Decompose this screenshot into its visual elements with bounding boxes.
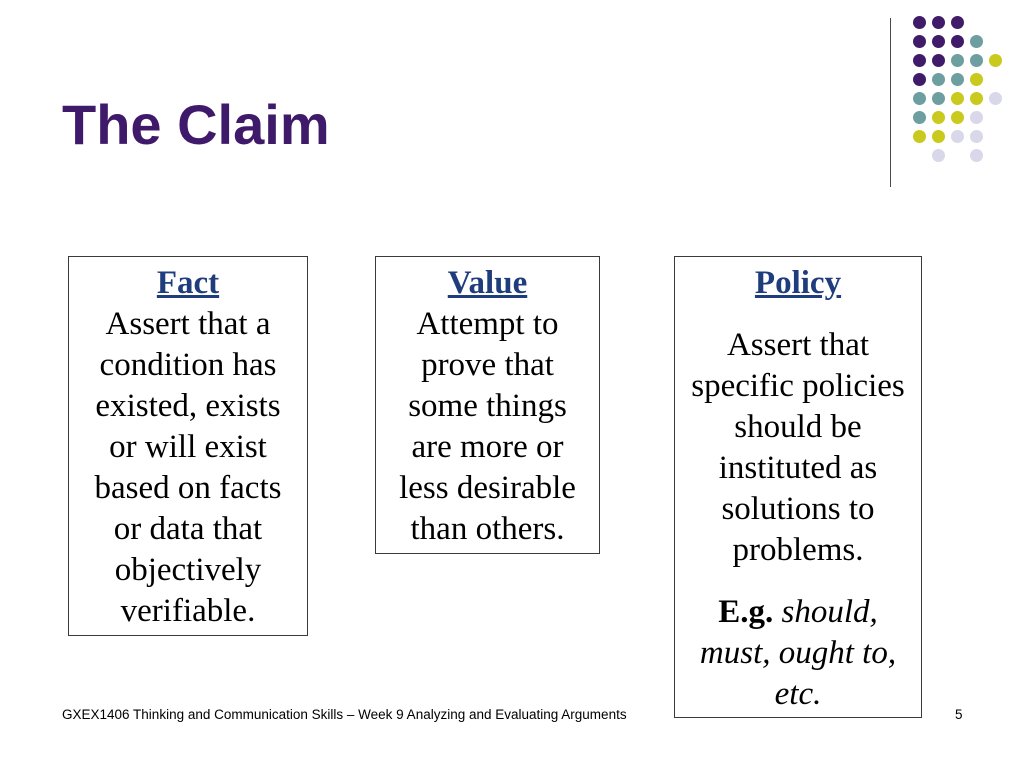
page-number: 5 xyxy=(955,707,963,722)
decor-dot xyxy=(951,130,964,143)
card-text-line: Assert that a xyxy=(105,306,271,342)
decor-dot xyxy=(913,130,926,143)
card-text-line: specific policies xyxy=(691,368,905,404)
decor-dot xyxy=(932,149,945,162)
decor-dot xyxy=(913,73,926,86)
example-line xyxy=(675,592,921,633)
card-text-line: less desirable xyxy=(399,470,576,506)
card-text-line: should be xyxy=(734,409,862,445)
decor-dot xyxy=(970,92,983,105)
decor-dot xyxy=(989,92,1002,105)
card-text-line: Attempt to xyxy=(416,306,559,342)
decor-dot xyxy=(951,35,964,48)
divider-line xyxy=(890,18,891,187)
example-line xyxy=(675,674,921,715)
decor-dot xyxy=(913,35,926,48)
decor-dot xyxy=(951,111,964,124)
example-line xyxy=(675,633,921,674)
decor-dot xyxy=(932,111,945,124)
decor-dot xyxy=(989,54,1002,67)
decor-dot xyxy=(970,54,983,67)
card-text-line: condition has xyxy=(99,347,277,383)
card-heading: Policy xyxy=(754,265,842,301)
card-text-line: verifiable. xyxy=(120,593,256,629)
decorative-dot-grid xyxy=(913,16,1005,164)
example-text: should, xyxy=(781,594,878,630)
decor-dot xyxy=(970,111,983,124)
card-heading: Fact xyxy=(156,265,220,301)
card-text-line: problems. xyxy=(732,532,864,568)
decor-dot xyxy=(951,16,964,29)
decor-dot xyxy=(932,35,945,48)
example-text: etc. xyxy=(774,676,822,712)
card-example xyxy=(675,592,921,715)
decor-dot xyxy=(932,73,945,86)
card-text-line: based on facts xyxy=(94,470,282,506)
decor-dot xyxy=(913,92,926,105)
card-text-line: some things xyxy=(408,388,567,424)
decor-dot xyxy=(970,35,983,48)
claim-card-value xyxy=(375,256,600,554)
decor-dot xyxy=(932,130,945,143)
card-text-line: solutions to xyxy=(721,491,875,527)
decor-dot xyxy=(932,54,945,67)
decor-dot xyxy=(951,54,964,67)
card-text-line: instituted as xyxy=(718,450,878,486)
decor-dot xyxy=(951,73,964,86)
card-text-line: or data that xyxy=(113,511,263,547)
claim-card-policy xyxy=(674,256,922,718)
card-text-line: existed, exists xyxy=(95,388,281,424)
claim-card-fact xyxy=(68,256,308,636)
card-text-line: objectively xyxy=(114,552,262,588)
slide-title: The Claim xyxy=(62,93,330,156)
card-text-line: are more or xyxy=(411,429,564,465)
card-text-line: prove that xyxy=(421,347,554,383)
card-text-line: Assert that xyxy=(726,327,870,363)
card-text-line: or will exist xyxy=(109,429,267,465)
decor-dot xyxy=(970,149,983,162)
decor-dot xyxy=(932,92,945,105)
decor-dot xyxy=(913,54,926,67)
card-heading: Value xyxy=(447,265,528,301)
decor-dot xyxy=(951,92,964,105)
slide-footer: GXEX1406 Thinking and Communication Skills – Week 9 Analyzing and Evaluating Arguments xyxy=(62,707,627,722)
decor-dot xyxy=(970,130,983,143)
example-label: E.g. xyxy=(718,594,774,630)
decor-dot xyxy=(913,16,926,29)
card-description xyxy=(675,325,921,571)
decor-dot xyxy=(970,73,983,86)
decor-dot xyxy=(932,16,945,29)
example-text: must, ought to, xyxy=(699,635,897,671)
card-text-line: than others. xyxy=(410,511,565,547)
decor-dot xyxy=(913,111,926,124)
